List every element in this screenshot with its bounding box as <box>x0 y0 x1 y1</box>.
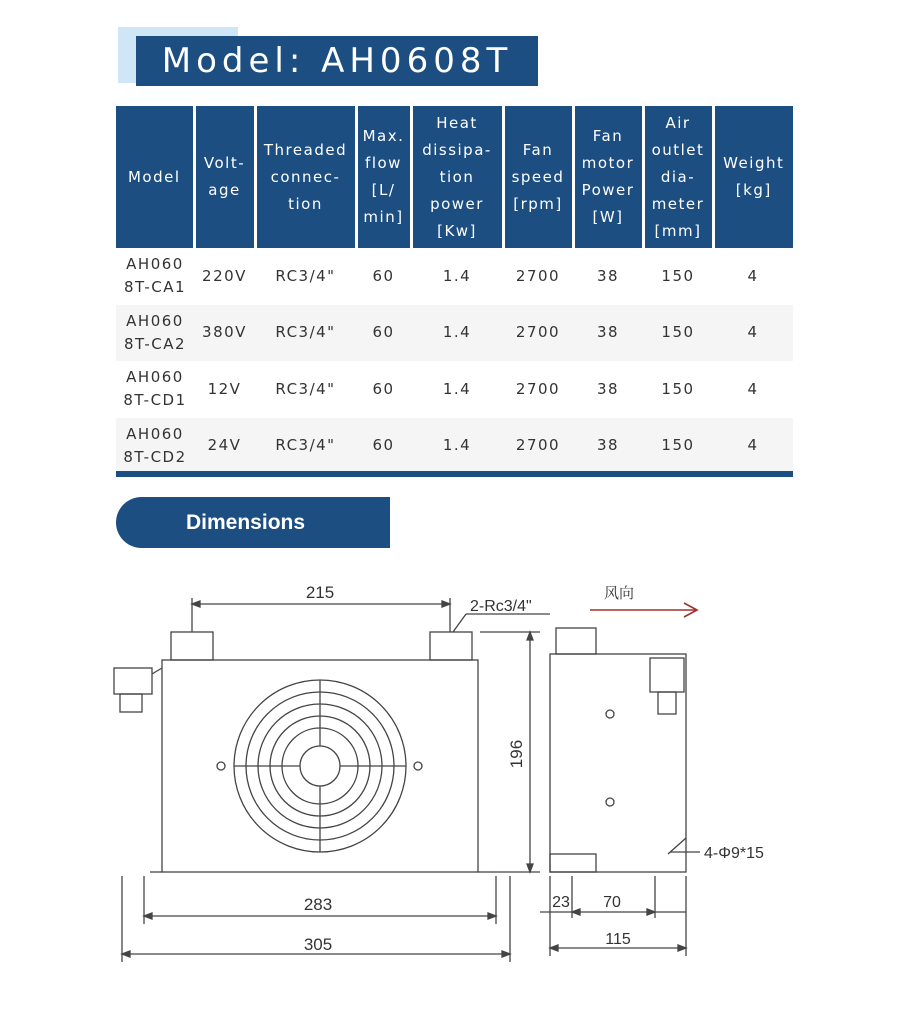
table-cell: 38 <box>596 379 620 398</box>
mount-hole <box>414 762 422 770</box>
table-row <box>116 361 793 418</box>
spec-table <box>116 106 793 474</box>
table-cell: 60 <box>356 305 411 362</box>
table-cell: 38 <box>573 418 643 475</box>
junction-box <box>114 668 152 694</box>
side-hole <box>606 710 614 718</box>
table-row <box>116 305 793 362</box>
dim-115: 115 <box>605 931 631 948</box>
dimensions-heading: Dimensions <box>116 497 390 548</box>
model-cell: AH060 8T-CD1 <box>123 368 187 410</box>
inlet-port <box>171 632 213 660</box>
table-bottom-rule <box>116 471 793 477</box>
model-cell: AH060 8T-CD2 <box>116 418 194 475</box>
table-cell: 12V <box>207 379 242 398</box>
column-header: Air outlet dia- meter [mm] <box>643 106 713 248</box>
side-junction-gland <box>658 692 676 714</box>
table-cell: RC3/4" <box>255 418 356 475</box>
side-port <box>556 628 596 654</box>
column-header: Threaded connec- tion <box>255 106 356 248</box>
table-cell: 150 <box>643 305 713 362</box>
mount-hole <box>217 762 225 770</box>
dim-70: 70 <box>603 894 621 911</box>
table-cell: 380V <box>194 305 255 362</box>
table-cell: 4 <box>713 305 793 362</box>
table-cell: 150 <box>643 418 713 475</box>
column-header: Model <box>116 106 194 248</box>
table-cell: 1.4 <box>411 418 503 475</box>
table-cell: 60 <box>372 379 395 398</box>
table-cell: 60 <box>356 418 411 475</box>
table-cell: 2700 <box>515 379 561 398</box>
model-cell: AH060 8T-CA1 <box>123 255 187 297</box>
column-header: Weight [kg] <box>713 106 793 248</box>
table-cell: 4 <box>747 266 759 285</box>
table-cell: 38 <box>573 305 643 362</box>
table-cell: 1.4 <box>442 266 472 285</box>
column-header: Max. flow [L/ min] <box>356 106 411 248</box>
outlet-port <box>430 632 472 660</box>
side-foot <box>550 854 596 872</box>
dimension-drawing <box>110 576 810 976</box>
wind-direction-arrow-icon <box>590 603 697 617</box>
table-cell: 24V <box>194 418 255 475</box>
mount-hole-label: 4-Φ9*15 <box>704 845 764 862</box>
table-cell: 1.4 <box>411 305 503 362</box>
table-cell: 4 <box>747 379 759 398</box>
table-header-row <box>116 106 793 248</box>
table-cell: RC3/4" <box>255 305 356 362</box>
table-row <box>116 248 793 305</box>
dim-305: 305 <box>303 935 333 954</box>
dim-283: 283 <box>303 895 333 914</box>
table-cell: 220V <box>202 266 247 285</box>
dim-215: 215 <box>305 583 335 602</box>
table-cell: RC3/4" <box>275 379 336 398</box>
side-hole <box>606 798 614 806</box>
table-cell: RC3/4" <box>275 266 336 285</box>
table-cell: 2700 <box>515 266 561 285</box>
table-row <box>116 418 793 475</box>
side-junction-box <box>650 658 684 692</box>
wind-direction-label: 风向 <box>604 585 635 602</box>
connection-label: 2-Rc3/4" <box>470 598 532 615</box>
dim-23: 23 <box>552 894 570 911</box>
title-banner <box>118 27 538 89</box>
table-cell: 2700 <box>503 418 573 475</box>
table-cell: 150 <box>661 379 695 398</box>
table-cell: 38 <box>596 266 620 285</box>
fan-guard <box>234 680 406 852</box>
junction-box-gland <box>120 694 142 712</box>
column-header: Fan speed [rpm] <box>503 106 573 248</box>
table-cell: 150 <box>661 266 695 285</box>
column-header: Volt- age <box>194 106 255 248</box>
table-cell: 4 <box>713 418 793 475</box>
model-cell: AH060 8T-CA2 <box>116 305 194 362</box>
page-title: Model: AH0608T <box>136 36 538 86</box>
table-cell: 1.4 <box>442 379 472 398</box>
dim-196: 196 <box>507 739 526 769</box>
table-cell: 2700 <box>503 305 573 362</box>
column-header: Heat dissipa- tion power [Kw] <box>411 106 503 248</box>
table-cell: 60 <box>372 266 395 285</box>
column-header: Fan motor Power [W] <box>573 106 643 248</box>
side-view-outline <box>550 654 686 872</box>
